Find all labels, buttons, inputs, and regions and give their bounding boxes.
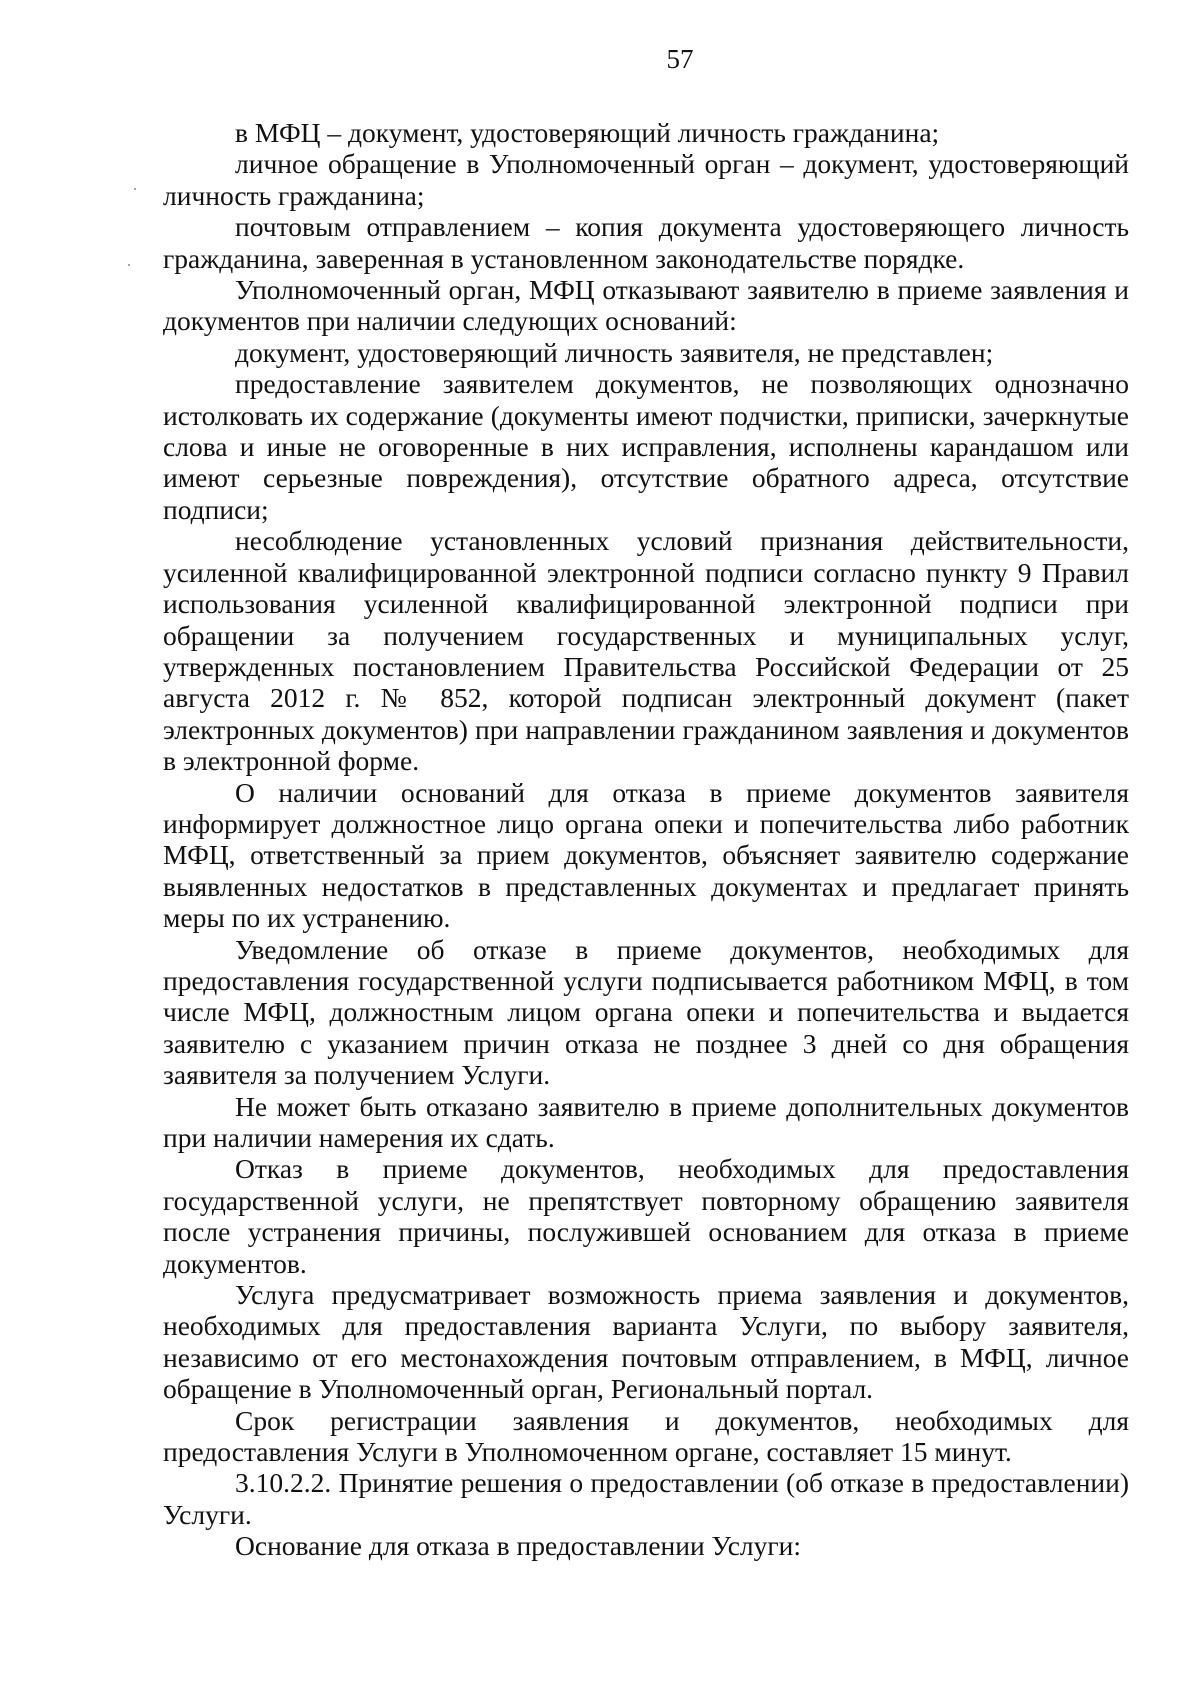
paragraph: несоблюдение установленных условий признания действительности, усиленной квалифицированной электронной подписи согласно пункту 9 Правил использования усиленной квалифицированной электронной подписи при обращении за получением государственных и муниципальных услуг, утвержденных постановлением Правительства Российской Федерации от 25 августа 2012 г. № 852, которой подписан электронный документ (пакет электронных документов) при направлении гражданином заявления и документов в электронной форме. <box>163 525 1129 777</box>
paragraph: Услуга предусматривает возможность приема заявления и документов, необходимых для предоставления варианта Услуги, по выбору заявителя, независимо от его местонахождения почтовым отправлением, в МФЦ, личное обращение в Уполномоченный орган, Региональный портал. <box>163 1279 1129 1405</box>
paragraph: в МФЦ – документ, удостоверяющий личность гражданина; <box>235 117 940 148</box>
paragraph: почтовым отправлением – копия документа удостоверяющего личность гражданина, заверенная в установленном законодательстве порядке. <box>163 211 1129 274</box>
paragraph: Отказ в приеме документов, необходимых для предоставления государственной услуги, не препятствует повторному обращению заявителя после устранения причины, послужившей основанием для отказа в приеме документов. <box>163 1153 1129 1279</box>
page-number: 57 <box>666 44 694 74</box>
body-text <box>163 117 1129 1562</box>
paragraph: документ, удостоверяющий личность заявителя, не представлен; <box>235 336 994 368</box>
paragraph: Уполномоченный орган, МФЦ отказывают заявителю в приеме заявления и документов при наличии следующих оснований: <box>163 274 1129 337</box>
paragraph: предоставление заявителем документов, не позволяющих однозначно истолковать их содержание (документы имеют подчистки, приписки, зачеркнутые слова и иные не оговоренные в них исправления, исполнены карандашом или имеют серьезные повреждения), отсутствие обратного адреса, отсутствие подписи; <box>163 368 1129 525</box>
scan-speck <box>128 264 130 266</box>
scan-speck <box>134 188 136 190</box>
paragraph: Уведомление об отказе в приеме документов, необходимых для предоставления государственной услуги подписывается работником МФЦ, в том числе МФЦ, должностным лицом органа опеки и попечительства и выдается заявителю с указанием причин отказа не позднее 3 дней со дня обращения заявителя за получением Услуги. <box>163 933 1129 1091</box>
paragraph: Не может быть отказано заявителю в приеме дополнительных документов при наличии намерения их сдать. <box>163 1090 1129 1153</box>
paragraph: 3.10.2.2. Принятие решения о предоставлении (об отказе в предоставлении) Услуги. <box>163 1467 1129 1530</box>
paragraph: Срок регистрации заявления и документов, необходимых для предоставления Услуги в Уполномоченном органе, составляет 15 минут. <box>163 1404 1129 1468</box>
paragraph: О наличии оснований для отказа в приеме документов заявителя информирует должностное лицо органа опеки и попечительства либо работник МФЦ, ответственный за прием документов, объясняет заявителю содержание выявленных недостатков в представленных документах и предлагает принять меры по их устранению. <box>163 776 1129 934</box>
paragraph: Основание для отказа в предоставлении Услуги: <box>235 1530 802 1562</box>
paragraph: личное обращение в Уполномоченный орган – документ, удостоверяющий личность гражданина; <box>163 148 1129 211</box>
